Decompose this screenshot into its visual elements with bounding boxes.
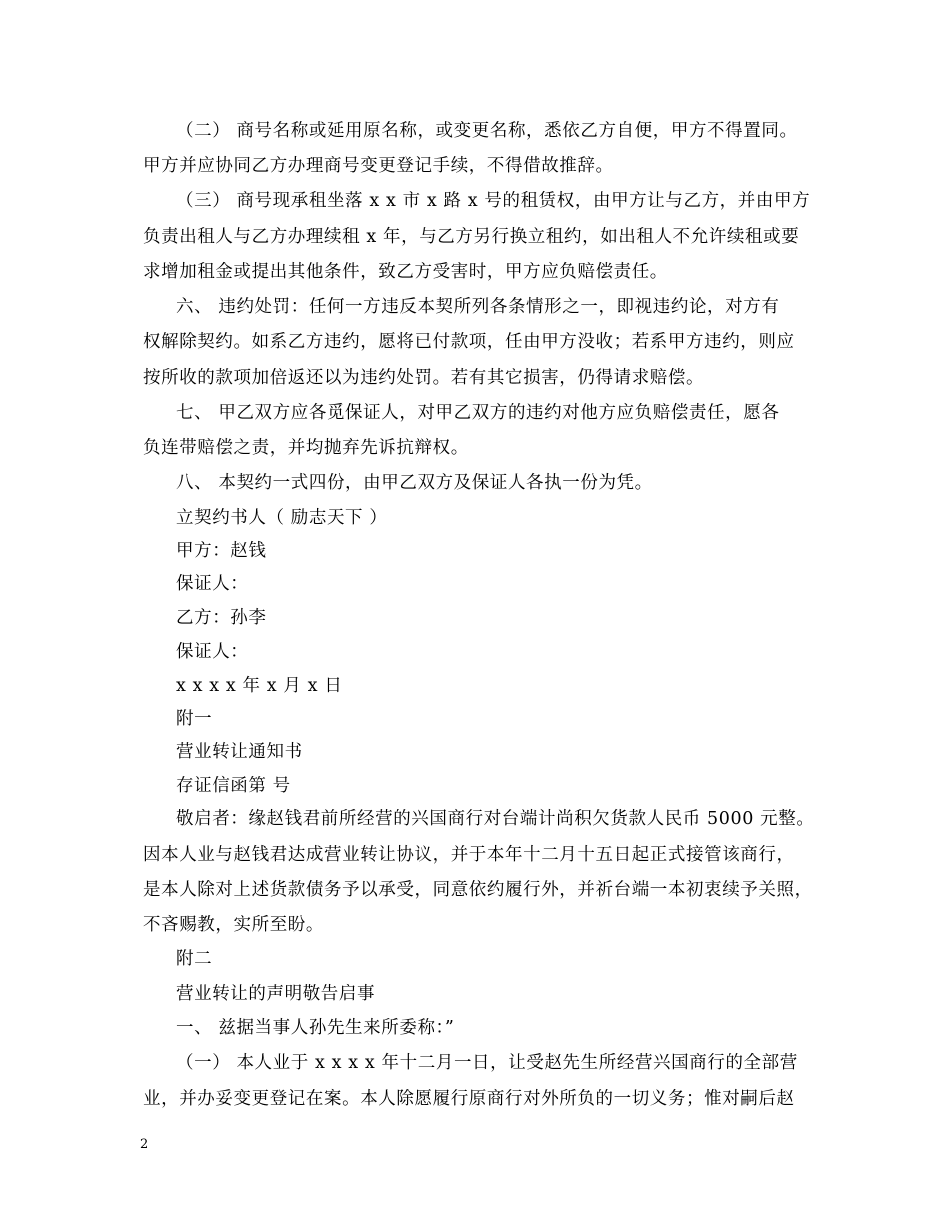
paragraph-line: 甲方并应协同乙方办理商号变更登记手续，不得借故推辞。 [143, 156, 614, 176]
notice-title: 营业转让通知书 [176, 742, 303, 762]
certified-letter-line: 存证信函第 号 [176, 776, 291, 796]
paragraph-line: 求增加租金或提出其他条件，致乙方受害时，甲方应负赔偿责任。 [143, 262, 668, 282]
paragraph-line: 是本人除对上述货款债务予以承受，同意依约履行外，并祈台端一本初衷续予关照， [143, 880, 813, 900]
paragraph-line: （一） 本人业于 x x x x 年十二月一日，让受赵先生所经营兴国商行的全部营 [176, 1053, 798, 1073]
paragraph-line: 业，并办妥变更登记在案。本人除愿履行原商行对外所负的一切义务；惟对嗣后赵 [143, 1089, 795, 1109]
guarantor-line: 保证人： [176, 574, 249, 594]
paragraph-line: 敬启者：缘赵钱君前所经营的兴国商行对台端计尚积欠货款人民币 5000 元整。 [176, 809, 815, 829]
paragraph-line: 权解除契约。如系乙方违约，愿将已付款项，任由甲方没收；若系甲方违约，则应 [143, 332, 795, 352]
party-b-line: 乙方：孙李 [176, 608, 267, 628]
party-a-line: 甲方：赵钱 [176, 541, 267, 561]
paragraph-line: 六、 违约处罚：任何一方违反本契所列各条情形之一，即视违约论，对方有 [176, 297, 780, 317]
page-number: 2 [140, 1137, 149, 1152]
paragraph-line: 八、 本契约一式四份，由甲乙双方及保证人各执一份为凭。 [176, 473, 653, 493]
appendix-heading: 附二 [176, 949, 213, 969]
date-line: x x x x 年 x 月 x 日 [176, 676, 343, 696]
paragraph-line: （二） 商号名称或延用原名称，或变更名称，悉依乙方自便，甲方不得置同。 [176, 121, 798, 141]
paragraph-line: 一、 兹据当事人孙先生来所委称：” [176, 1018, 455, 1038]
signatory-heading: 立契约书人（ 励志天下 ） [176, 508, 388, 528]
paragraph-line: 负责出租人与乙方办理续租 x 年，与乙方另行换立租约，如出租人不允许续租或要 [143, 227, 800, 247]
paragraph-line: 按所收的款项加倍返还以为违约处罚。若有其它损害，仍得请求赔偿。 [143, 368, 705, 388]
announcement-title: 营业转让的声明敬告启事 [176, 984, 376, 1004]
guarantor-line: 保证人： [176, 642, 249, 662]
paragraph-line: 不吝赐教，实所至盼。 [143, 915, 324, 935]
appendix-heading: 附一 [176, 709, 213, 729]
paragraph-line: 负连带赔偿之责，并均抛弃先诉抗辩权。 [143, 438, 469, 458]
paragraph-line: 七、 甲乙双方应各觅保证人，对甲乙双方的违约对他方应负赔偿责任，愿各 [176, 403, 780, 423]
paragraph-line: （三） 商号现承租坐落 x x 市 x 路 x 号的租赁权，由甲方让与乙方，并由甲方 [176, 191, 811, 211]
paragraph-line: 因本人业与赵钱君达成营业转让协议，并于本年十二月十五日起正式接管该商行， [143, 845, 795, 865]
